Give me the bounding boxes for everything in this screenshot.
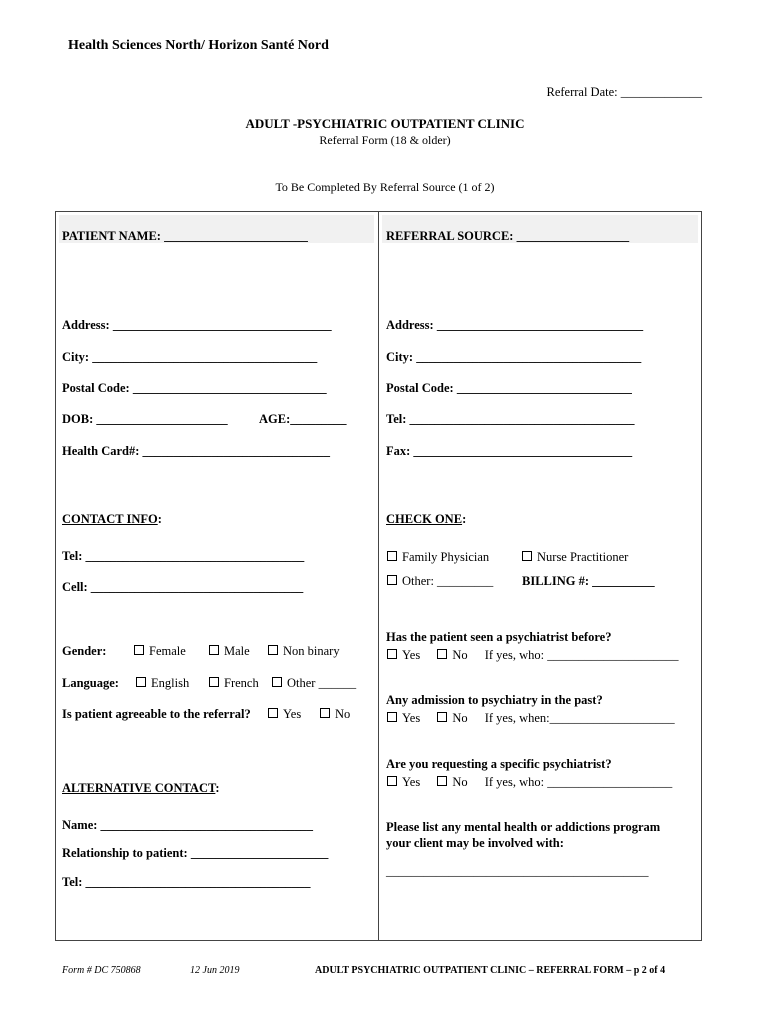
language-english-option[interactable]: English [136,676,189,691]
footer-form-number: Form # DC 750868 [62,965,141,976]
check-one-heading: CHECK ONE: [386,512,467,526]
agreeable-no-option[interactable]: No [320,707,350,722]
checkbox-icon[interactable] [522,551,532,561]
footer-title: ADULT PSYCHIATRIC OUTPATIENT CLINIC – REFERRAL FORM – p 2 of 4 [315,965,666,976]
programs-answer-field[interactable]: __________________________________________ [386,864,649,878]
checkbox-icon[interactable] [268,708,278,718]
psychiatrist-before-no[interactable]: No [437,648,467,662]
source-tel-field[interactable]: Tel: ____________________________________ [386,412,635,426]
health-card-field[interactable]: Health Card#: ______________________________ [62,444,331,458]
past-admission-no[interactable]: No [437,711,467,725]
patient-postal-code-field[interactable]: Postal Code: _______________________________ [62,381,327,395]
checkbox-icon[interactable] [272,677,282,687]
gender-male-option[interactable]: Male [209,644,250,659]
specific-psychiatrist-yes[interactable]: Yes [387,775,420,789]
other-source-option[interactable]: Other: _________ [387,574,493,589]
form-subtitle: Referral Form (18 & older) [319,133,451,147]
specific-psychiatrist-options [387,775,672,790]
past-admission-options [387,711,675,726]
programs-question-line1: Please list any mental health or addictions program [386,820,661,834]
completed-by-note: To Be Completed By Referral Source (1 of 2) [275,180,495,194]
patient-age-field[interactable]: AGE:_________ [259,412,347,426]
checkbox-icon[interactable] [387,551,397,561]
checkbox-icon[interactable] [268,645,278,655]
checkbox-icon[interactable] [437,776,447,786]
psychiatrist-before-options [387,648,678,663]
agreeable-question: Is patient agreeable to the referral? [62,707,251,721]
alt-contact-tel-field[interactable]: Tel: ____________________________________ [62,875,311,889]
gender-nonbinary-option[interactable]: Non binary [268,644,340,659]
patient-address-field[interactable]: Address: ___________________________________ [62,318,332,332]
checkbox-icon[interactable] [136,677,146,687]
language-french-option[interactable]: French [209,676,259,691]
referral-date-field[interactable]: Referral Date: _____________ [546,85,702,99]
past-admission-when-field[interactable]: If yes, when:____________________ [484,711,675,725]
psychiatrist-before-question: Has the patient seen a psychiatrist before? [386,630,612,644]
checkbox-icon[interactable] [437,712,447,722]
past-admission-yes[interactable]: Yes [387,711,420,725]
source-city-field[interactable]: City: ____________________________________ [386,350,642,364]
gender-label: Gender: [62,644,107,658]
referral-source-field[interactable]: REFERRAL SOURCE: __________________ [386,229,630,243]
checkbox-icon[interactable] [209,677,219,687]
billing-number-field[interactable]: BILLING #: __________ [522,574,655,588]
specific-psychiatrist-question: Are you requesting a specific psychiatrist? [386,757,612,771]
checkbox-icon[interactable] [134,645,144,655]
source-address-field[interactable]: Address: _________________________________ [386,318,644,332]
psychiatrist-before-who-field[interactable]: If yes, who: _____________________ [484,648,679,662]
checkbox-icon[interactable] [320,708,330,718]
family-physician-option[interactable]: Family Physician [387,550,489,565]
gender-female-option[interactable]: Female [134,644,186,659]
nurse-practitioner-option[interactable]: Nurse Practitioner [522,550,628,565]
specific-psychiatrist-no[interactable]: No [437,775,467,789]
patient-dob-field[interactable]: DOB: _____________________ [62,412,228,426]
checkbox-icon[interactable] [387,575,397,585]
alternative-contact-heading: ALTERNATIVE CONTACT: [62,781,220,795]
past-admission-question: Any admission to psychiatry in the past? [386,693,603,707]
checkbox-icon[interactable] [437,649,447,659]
contact-info-heading: CONTACT INFO: [62,512,162,526]
source-fax-field[interactable]: Fax: ___________________________________ [386,444,633,458]
alt-contact-relationship-field[interactable]: Relationship to patient: ______________________ [62,846,329,860]
form-title: ADULT -PSYCHIATRIC OUTPATIENT CLINIC [245,116,525,131]
footer-date: 12 Jun 2019 [190,965,240,976]
contact-cell-field[interactable]: Cell: __________________________________ [62,580,304,594]
language-other-option[interactable]: Other ______ [272,676,356,691]
alt-contact-name-field[interactable]: Name: __________________________________ [62,818,314,832]
organization-name: Health Sciences North/ Horizon Santé Nord [68,38,329,53]
language-label: Language: [62,676,119,690]
column-divider [378,211,379,941]
contact-tel-field[interactable]: Tel: ___________________________________ [62,549,305,563]
checkbox-icon[interactable] [387,649,397,659]
psychiatrist-before-yes[interactable]: Yes [387,648,420,662]
specific-psychiatrist-who-field[interactable]: If yes, who: ____________________ [484,775,673,789]
checkbox-icon[interactable] [209,645,219,655]
patient-city-field[interactable]: City: ____________________________________ [62,350,318,364]
checkbox-icon[interactable] [387,712,397,722]
checkbox-icon[interactable] [387,776,397,786]
agreeable-yes-option[interactable]: Yes [268,707,301,722]
source-postal-code-field[interactable]: Postal Code: ____________________________ [386,381,632,395]
programs-question-line2: your client may be involved with: [386,836,564,850]
patient-name-field[interactable]: PATIENT NAME: _______________________ [62,229,308,243]
